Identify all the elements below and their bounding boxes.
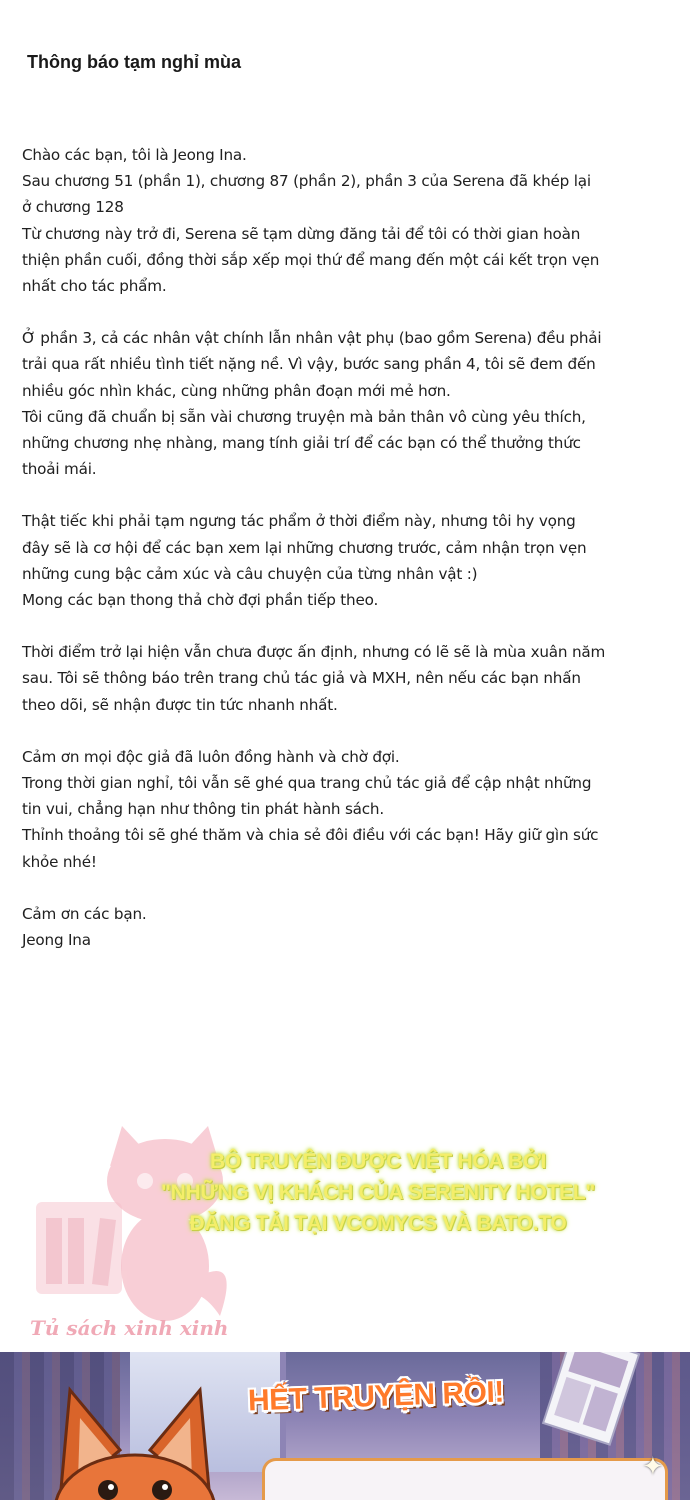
letter-line: tin vui, chẳng hạn như thông tin phát hành sách. (22, 800, 384, 819)
letter-line: đây sẽ là cơ hội để các bạn xem lại những chương trước, cảm nhận trọn vẹn (22, 538, 587, 557)
letter-line: Cảm ơn các bạn. (22, 904, 147, 923)
watermark-line: BỘ TRUYỆN ĐƯỢC VIỆT HÓA BỞI (209, 1150, 547, 1173)
letter-line: nhiều góc nhìn khác, cùng những phân đoạn mới mẻ hơn. (22, 381, 451, 400)
watermark-text (118, 1146, 638, 1239)
letter-paragraph-5 (22, 744, 672, 875)
letter-signature: Jeong Ina (22, 931, 91, 950)
letter-line: Trong thời gian nghỉ, tôi vẫn sẽ ghé qua trang chủ tác giả để cập nhật những (22, 774, 592, 793)
letter-line: Tôi cũng đã chuẩn bị sẵn vài chương truyện mà bản thân vô cùng yêu thích, (22, 407, 586, 426)
letter-line: sau. Tôi sẽ thông báo trên trang chủ tác giả và MXH, nên nếu các bạn nhấn (22, 669, 581, 688)
letter-line: Thỉnh thoảng tôi sẽ ghé thăm và chia sẻ đôi điều với các bạn! Hãy giữ gìn sức (22, 826, 599, 845)
letter-line: trải qua rất nhiều tình tiết nặng nề. Vì vậy, bước sang phần 4, tôi sẽ đem đến (22, 355, 596, 374)
letter-line: Mong các bạn thong thả chờ đợi phần tiếp theo. (22, 591, 379, 610)
fox-mascot-icon (0, 1360, 250, 1500)
letter-line: nhất cho tác phẩm. (22, 277, 167, 296)
letter-line: Chào các bạn, tôi là Jeong Ina. (22, 146, 247, 164)
letter-line: Cảm ơn mọi độc giả đã luôn đồng hành và chờ đợi. (22, 747, 400, 766)
letter-line: theo dõi, sẽ nhận được tin tức nhanh nhất. (22, 695, 338, 714)
letter-line: khỏe nhé! (22, 852, 97, 871)
letter-paragraph-6 (22, 901, 672, 953)
letter-line: Thật tiếc khi phải tạm ngưng tác phẩm ở thời điểm này, nhưng tôi hy vọng (22, 512, 576, 531)
letter-line: Sau chương 51 (phần 1), chương 87 (phần 2), phần 3 của Serena đã khép lại (22, 172, 591, 191)
sparkle-icon: ✦ (642, 1452, 664, 1482)
letter-line: những chương nhẹ nhàng, mang tính giải trí để các bạn có thể thưởng thức (22, 434, 581, 453)
letter-line: thoải mái. (22, 460, 97, 479)
books-icon (36, 1202, 126, 1298)
letter-paragraph-3 (22, 508, 672, 613)
translator-watermark (0, 1120, 690, 1350)
letter-body (22, 142, 672, 979)
letter-paragraph-2 (22, 325, 672, 482)
letter-line: Ở phần 3, cả các nhân vật chính lẫn nhân vật phụ (bao gồm Serena) đều phải (22, 329, 602, 348)
letter-line: Từ chương này trở đi, Serena sẽ tạm dừng đăng tải để tôi có thời gian hoàn (22, 224, 581, 243)
letter-line: thiện phần cuối, đồng thời sắp xếp mọi thứ để mang đến một cái kết trọn vẹn (22, 250, 600, 269)
letter-line: những cung bậc cảm xúc và câu chuyện của từng nhân vật :) (22, 564, 478, 583)
watermark-caption: Tủ sách xinh xinh (30, 1316, 229, 1340)
letter-paragraph-1 (22, 142, 672, 299)
letter-paragraph-4 (22, 639, 672, 718)
letter-line: Thời điểm trở lại hiện vẫn chưa được ấn định, nhưng có lẽ sẽ là mùa xuân năm (22, 643, 606, 662)
banner-panel (262, 1458, 668, 1500)
comic-pages-icon (532, 1352, 652, 1452)
banner-title: HẾT TRUYỆN RỒI! (247, 1375, 505, 1418)
watermark-line: "NHỮNG VỊ KHÁCH CỦA SERENITY HOTEL" (160, 1181, 596, 1204)
watermark-line: ĐĂNG TẢI TẠI VCOMYCS VÀ BATO.TO (189, 1212, 567, 1235)
letter-line: ở chương 128 (22, 198, 124, 217)
page-title: Thông báo tạm nghỉ mùa (27, 52, 241, 72)
